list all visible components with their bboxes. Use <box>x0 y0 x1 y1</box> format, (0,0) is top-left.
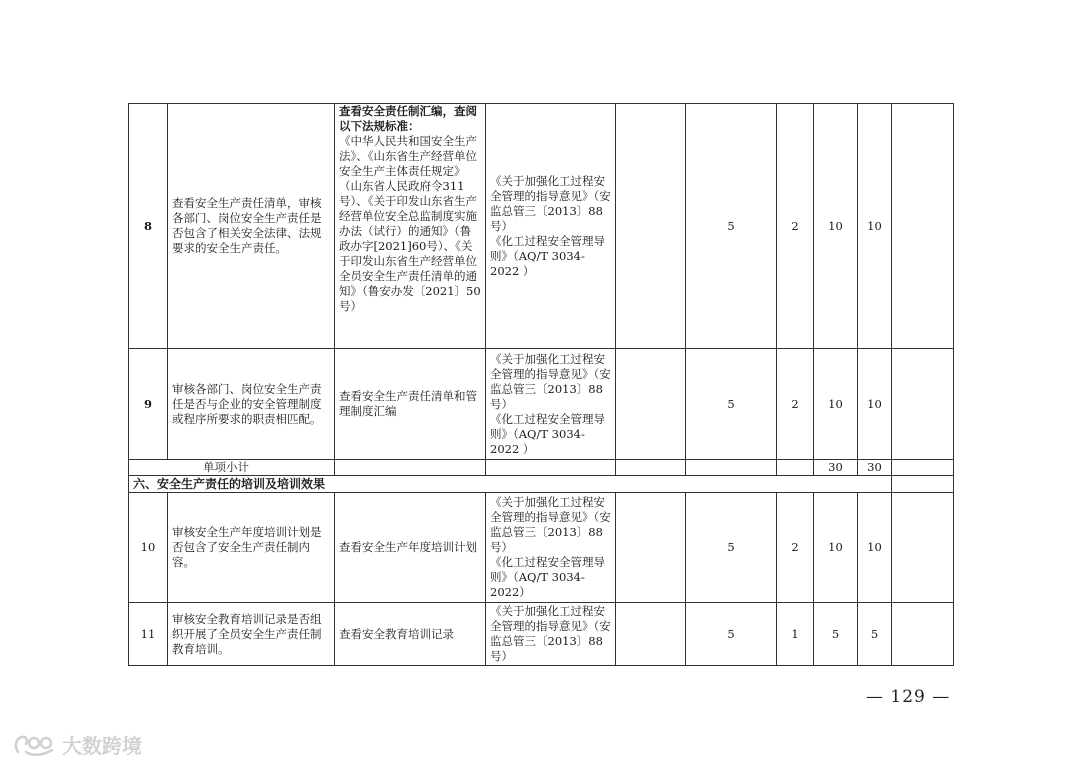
section-title: 六、安全生产责任的培训及培训效果 <box>129 476 892 493</box>
subtotal-label: 单项小计 <box>129 460 335 476</box>
watermark-logo-icon <box>12 732 58 758</box>
empty-cell <box>616 460 686 476</box>
empty-cell <box>892 460 954 476</box>
row-basis: 《关于加强化工过程安全管理的指导意见》（安监总管三〔2013〕88号） 《化工过程安全管理导则》（AQ/T 3034-2022） <box>486 493 616 603</box>
score-cell: 10 <box>814 104 858 349</box>
empty-cell <box>892 603 954 666</box>
empty-cell <box>616 104 686 349</box>
score-cell: 10 <box>858 493 892 603</box>
section-row <box>129 476 954 493</box>
score-cell: 2 <box>777 349 814 460</box>
row-method: 查看安全生产年度培训计划 <box>335 493 486 603</box>
score-cell: 5 <box>686 349 777 460</box>
score-cell: 5 <box>686 603 777 666</box>
empty-cell <box>892 349 954 460</box>
subtotal-value: 30 <box>814 460 858 476</box>
row-content: 查看安全生产责任清单，审核各部门、岗位安全生产责任是否包含了相关安全法律、法规要求的安全生产责任。 <box>168 104 335 349</box>
score-cell: 5 <box>686 493 777 603</box>
row-method <box>335 104 486 349</box>
row-basis: 《关于加强化工过程安全管理的指导意见》（安监总管三〔2013〕88号） 《化工过程安全管理导则》（AQ/T 3034-2022 ） <box>486 349 616 460</box>
score-cell: 2 <box>777 493 814 603</box>
score-cell: 10 <box>858 104 892 349</box>
table-row <box>129 104 954 349</box>
score-cell: 5 <box>858 603 892 666</box>
watermark-text: 大数跨境 <box>62 734 142 758</box>
empty-cell <box>777 460 814 476</box>
row-number: 11 <box>129 603 168 666</box>
score-cell: 10 <box>858 349 892 460</box>
empty-cell <box>486 460 616 476</box>
page-number: — 129 — <box>866 687 951 707</box>
empty-cell <box>616 493 686 603</box>
subtotal-row <box>129 460 954 476</box>
table-row <box>129 603 954 666</box>
empty-cell <box>616 603 686 666</box>
row-number: 10 <box>129 493 168 603</box>
row-number: 9 <box>129 349 168 460</box>
watermark <box>12 730 142 759</box>
score-cell: 10 <box>814 349 858 460</box>
score-cell: 1 <box>777 603 814 666</box>
method-heading: 查看安全责任制汇编，查阅以下法规标准： <box>339 104 477 133</box>
table-row <box>129 493 954 603</box>
row-method: 查看安全教育培训记录 <box>335 603 486 666</box>
score-cell: 5 <box>686 104 777 349</box>
row-content: 审核各部门、岗位安全生产责任是否与企业的安全管理制度或程序所要求的职责相匹配。 <box>168 349 335 460</box>
empty-cell <box>892 493 954 603</box>
row-basis: 《关于加强化工过程安全管理的指导意见》（安监总管三〔2013〕88号） 《化工过程安全管理导则》（AQ/T 3034-2022 ） <box>486 104 616 349</box>
empty-cell <box>892 104 954 349</box>
empty-cell <box>686 460 777 476</box>
empty-cell <box>335 460 486 476</box>
row-method: 查看安全生产责任清单和管理制度汇编 <box>335 349 486 460</box>
empty-cell <box>616 349 686 460</box>
score-cell: 5 <box>814 603 858 666</box>
row-content: 审核安全生产年度培训计划是否包含了安全生产责任制内容。 <box>168 493 335 603</box>
assessment-table <box>128 103 954 666</box>
row-number: 8 <box>129 104 168 349</box>
table-row <box>129 349 954 460</box>
score-cell: 10 <box>814 493 858 603</box>
method-text: 《中华人民共和国安全生产法》、《山东省生产经营单位安全生产主体责任规定》（山东省人民政府令311号）、《关于印发山东省生产经营单位安全总监制度实施办法（试行）的通知》（鲁政办字[2021]60号）、《关于印发山东省生产经营单位全员安全生产责任清单的通知》（鲁安办发〔2021〕50号） <box>339 134 481 313</box>
score-cell: 2 <box>777 104 814 349</box>
row-content: 审核安全教育培训记录是否组织开展了全员安全生产责任制教育培训。 <box>168 603 335 666</box>
empty-cell <box>892 476 954 493</box>
row-basis: 《关于加强化工过程安全管理的指导意见》（安监总管三〔2013〕88号） <box>486 603 616 666</box>
subtotal-value: 30 <box>858 460 892 476</box>
